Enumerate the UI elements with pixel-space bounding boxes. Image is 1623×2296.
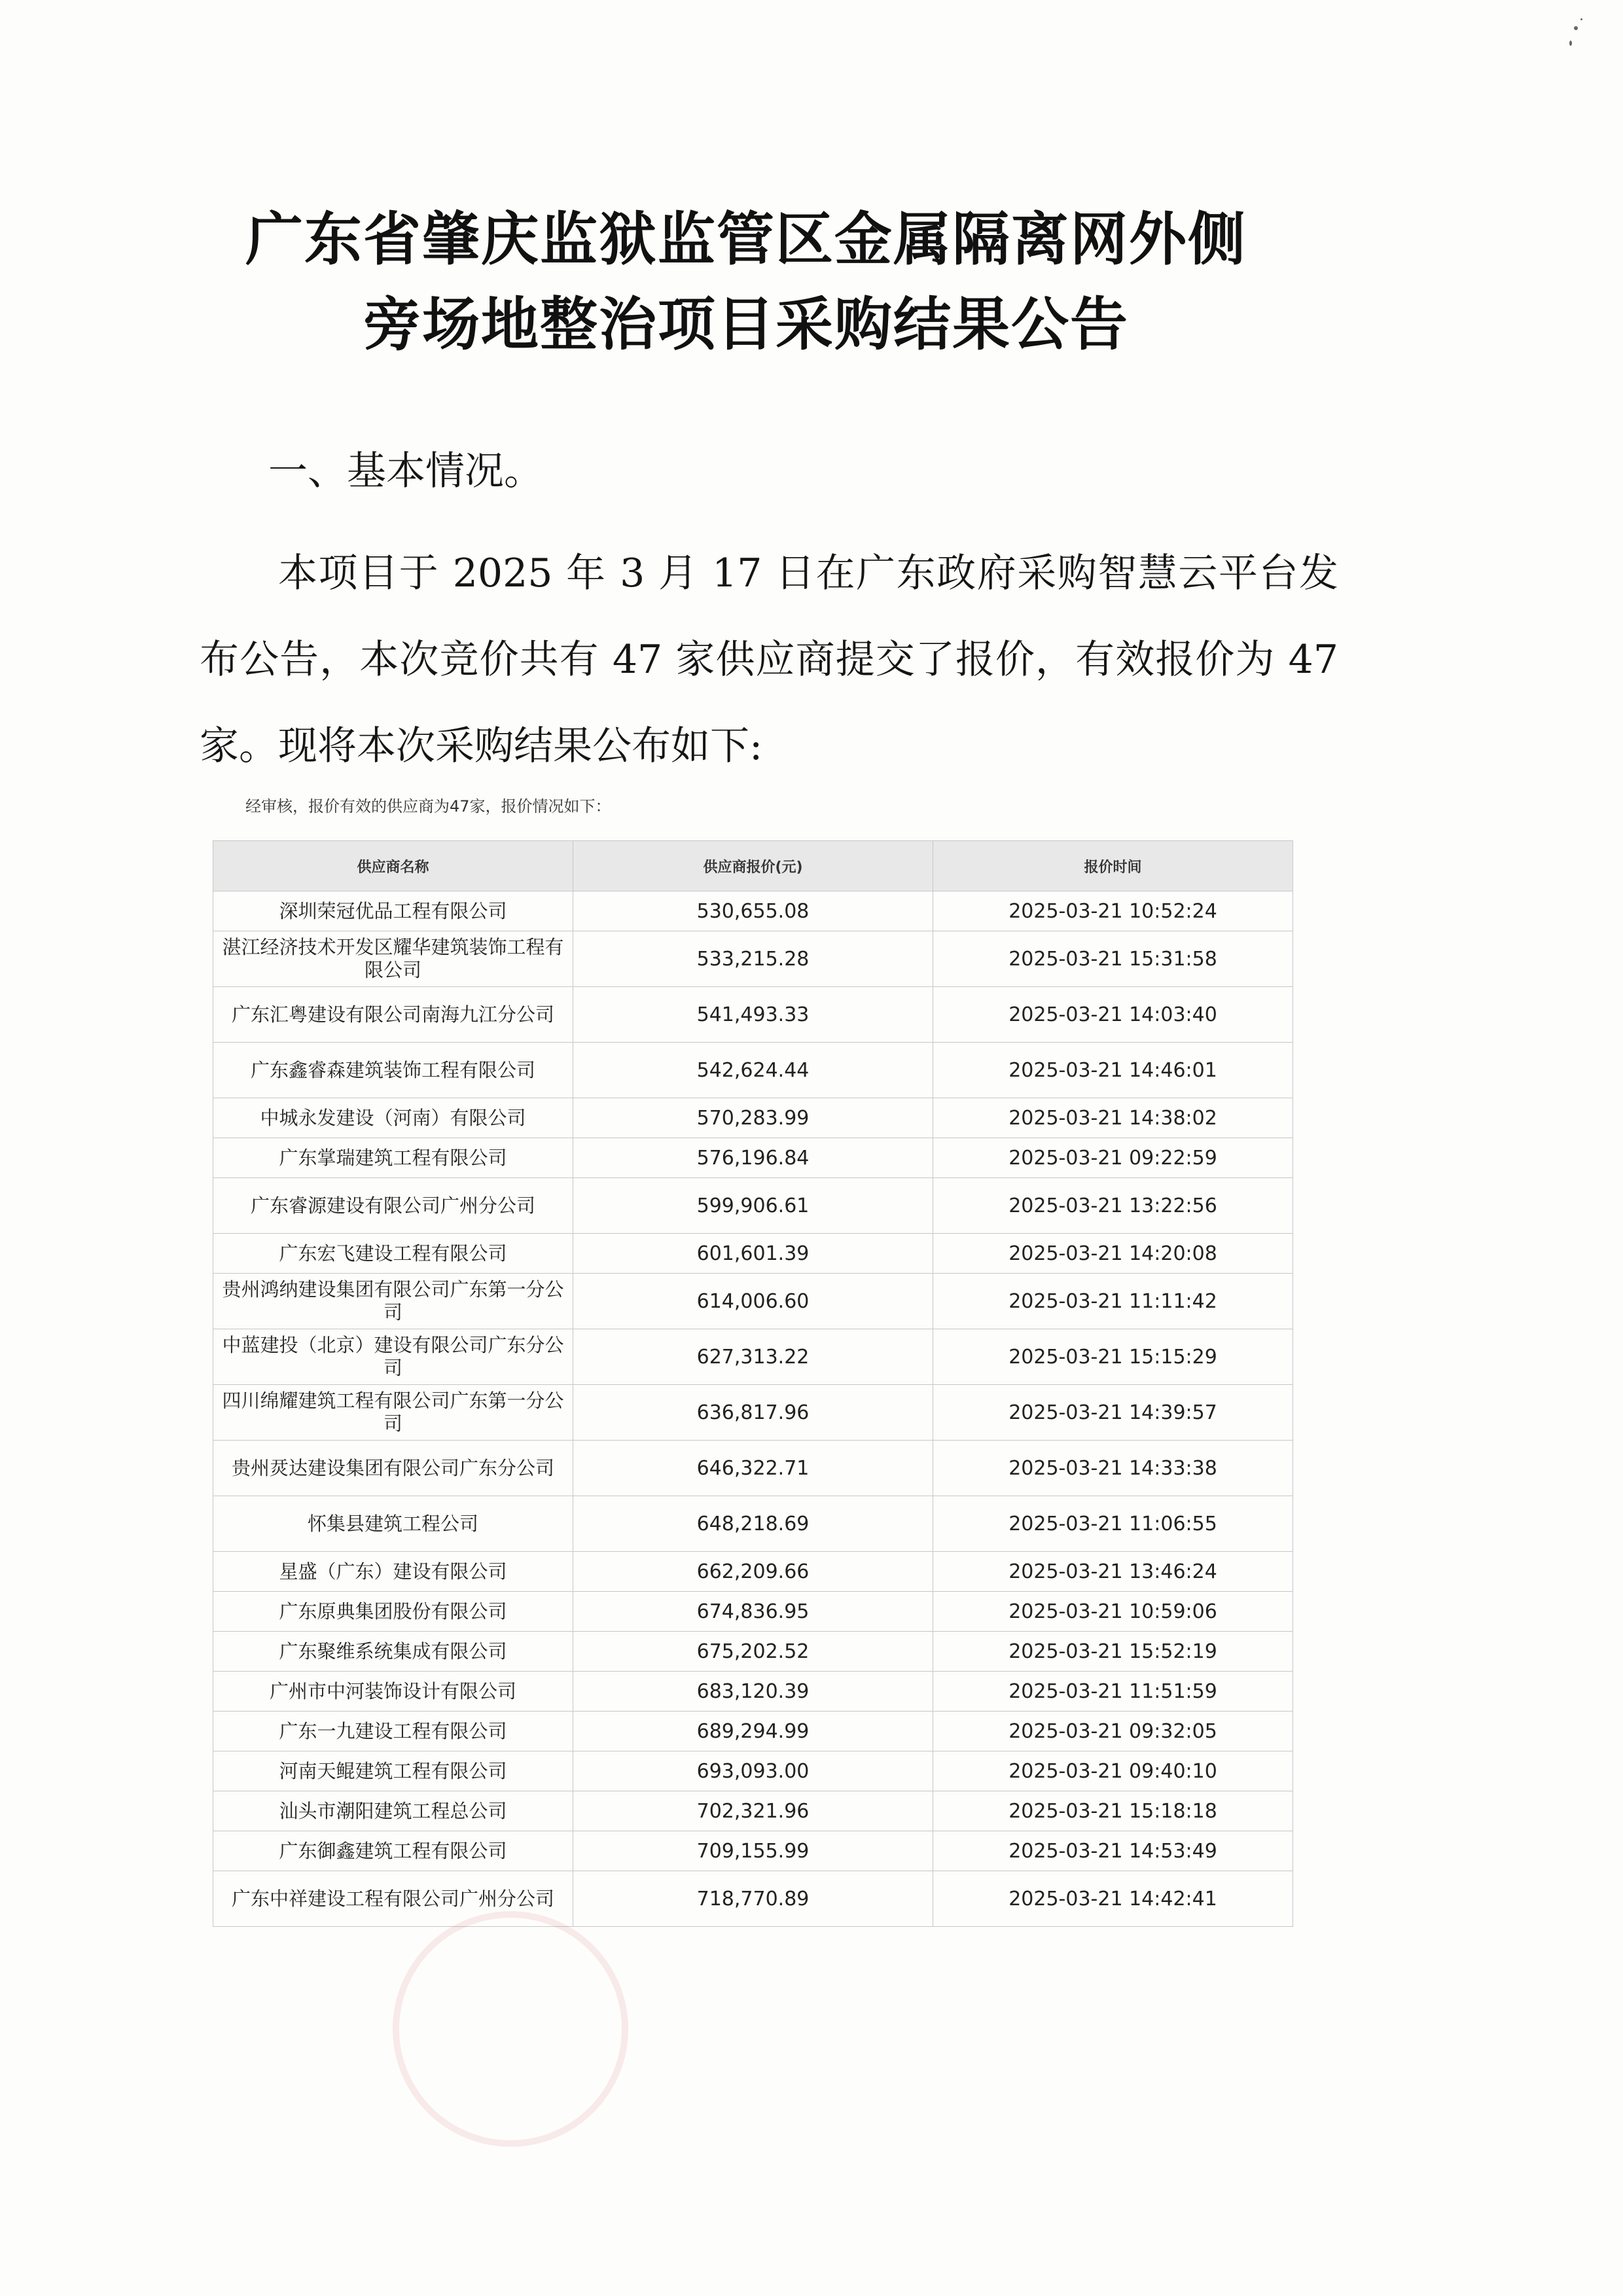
scan-speck	[1574, 26, 1578, 30]
title-line-1: 广东省肇庆监狱监管区金属隔离网外侧	[245, 205, 1247, 273]
bid-time-cell: 2025-03-21 14:42:41	[933, 1871, 1293, 1927]
table-row	[213, 931, 1293, 987]
supplier-name-cell: 湛江经济技术开发区耀华建筑装饰工程有限公司	[213, 931, 573, 987]
bid-time-cell: 2025-03-21 14:20:08	[933, 1234, 1293, 1274]
table-row	[213, 1441, 1293, 1496]
supplier-price-cell: 693,093.00	[573, 1751, 933, 1791]
bid-time-cell: 2025-03-21 14:39:57	[933, 1385, 1293, 1441]
supplier-name-cell: 汕头市潮阳建筑工程总公司	[213, 1791, 573, 1831]
supplier-price-cell: 702,321.96	[573, 1791, 933, 1831]
table-row	[213, 1712, 1293, 1751]
supplier-price-cell: 614,006.60	[573, 1274, 933, 1329]
supplier-price-cell: 599,906.61	[573, 1178, 933, 1234]
intro-paragraph: 本项目于 2025 年 3 月 17 日在广东政府采购智慧云平台发布公告，本次竞价共有 47 家供应商提交了报价，有效报价为 47 家。现将本次采购结果公布如下:	[200, 550, 1338, 769]
bid-time-cell: 2025-03-21 15:31:58	[933, 931, 1293, 987]
table-body	[213, 891, 1293, 1927]
supplier-name-cell: 四川绵耀建筑工程有限公司广东第一分公司	[213, 1385, 573, 1441]
supplier-name-cell: 广东原典集团股份有限公司	[213, 1592, 573, 1632]
table-row	[213, 1138, 1293, 1178]
supplier-name-cell: 广东一九建设工程有限公司	[213, 1712, 573, 1751]
supplier-name-cell: 广东鑫睿森建筑装饰工程有限公司	[213, 1043, 573, 1098]
bid-time-cell: 2025-03-21 15:15:29	[933, 1329, 1293, 1385]
supplier-name-cell: 河南天鲲建筑工程有限公司	[213, 1751, 573, 1791]
bid-time-cell: 2025-03-21 13:46:24	[933, 1552, 1293, 1592]
scan-speck	[1580, 18, 1582, 20]
table-row	[213, 1274, 1293, 1329]
supplier-price-cell: 533,215.28	[573, 931, 933, 987]
header-supplier-price: 供应商报价(元)	[573, 841, 933, 891]
bid-results-table	[213, 840, 1293, 1927]
table-row	[213, 1552, 1293, 1592]
bid-time-cell: 2025-03-21 09:32:05	[933, 1712, 1293, 1751]
bid-time-cell: 2025-03-21 14:46:01	[933, 1043, 1293, 1098]
bid-time-cell: 2025-03-21 11:51:59	[933, 1672, 1293, 1712]
supplier-price-cell: 675,202.52	[573, 1632, 933, 1672]
supplier-price-cell: 709,155.99	[573, 1831, 933, 1871]
supplier-price-cell: 646,322.71	[573, 1441, 933, 1496]
title-line-2: 旁场地整治项目采购结果公告	[363, 290, 1129, 358]
section-heading: 一、基本情况。	[268, 448, 543, 494]
table-note: 经审核，报价有效的供应商为47家，报价情况如下：	[245, 797, 611, 816]
supplier-name-cell: 广东御鑫建筑工程有限公司	[213, 1831, 573, 1871]
supplier-price-cell: 530,655.08	[573, 891, 933, 931]
supplier-name-cell: 广东汇粤建设有限公司南海九江分公司	[213, 987, 573, 1043]
supplier-name-cell: 深圳荣冠优品工程有限公司	[213, 891, 573, 931]
supplier-price-cell: 674,836.95	[573, 1592, 933, 1632]
bid-time-cell: 2025-03-21 14:38:02	[933, 1098, 1293, 1138]
bid-time-cell: 2025-03-21 14:03:40	[933, 987, 1293, 1043]
supplier-price-cell: 689,294.99	[573, 1712, 933, 1751]
table-row	[213, 1043, 1293, 1098]
supplier-name-cell: 怀集县建筑工程公司	[213, 1496, 573, 1552]
supplier-name-cell: 星盛（广东）建设有限公司	[213, 1552, 573, 1592]
table-row	[213, 1178, 1293, 1234]
supplier-name-cell: 广东掌瑞建筑工程有限公司	[213, 1138, 573, 1178]
bid-time-cell: 2025-03-21 14:33:38	[933, 1441, 1293, 1496]
supplier-price-cell: 576,196.84	[573, 1138, 933, 1178]
table-header-row	[213, 841, 1293, 891]
table-row	[213, 1871, 1293, 1927]
supplier-price-cell: 542,624.44	[573, 1043, 933, 1098]
table-row	[213, 1329, 1293, 1385]
supplier-price-cell: 601,601.39	[573, 1234, 933, 1274]
table-row	[213, 1791, 1293, 1831]
table-row	[213, 1385, 1293, 1441]
table-row	[213, 1672, 1293, 1712]
supplier-price-cell: 570,283.99	[573, 1098, 933, 1138]
bid-time-cell: 2025-03-21 10:59:06	[933, 1592, 1293, 1632]
supplier-price-cell: 648,218.69	[573, 1496, 933, 1552]
bid-time-cell: 2025-03-21 11:06:55	[933, 1496, 1293, 1552]
table-row	[213, 1632, 1293, 1672]
bid-time-cell: 2025-03-21 09:40:10	[933, 1751, 1293, 1791]
supplier-name-cell: 贵州鸿纳建设集团有限公司广东第一分公司	[213, 1274, 573, 1329]
supplier-price-cell: 636,817.96	[573, 1385, 933, 1441]
scan-speck	[1569, 41, 1572, 46]
table-row	[213, 1592, 1293, 1632]
supplier-price-cell: 662,209.66	[573, 1552, 933, 1592]
table-row	[213, 1234, 1293, 1274]
bid-time-cell: 2025-03-21 15:52:19	[933, 1632, 1293, 1672]
table-row	[213, 1831, 1293, 1871]
bid-time-cell: 2025-03-21 11:11:42	[933, 1274, 1293, 1329]
supplier-name-cell: 广州市中河装饰设计有限公司	[213, 1672, 573, 1712]
supplier-price-cell: 683,120.39	[573, 1672, 933, 1712]
supplier-name-cell: 中城永发建设（河南）有限公司	[213, 1098, 573, 1138]
supplier-name-cell: 广东宏飞建设工程有限公司	[213, 1234, 573, 1274]
supplier-name-cell: 贵州烎达建设集团有限公司广东分公司	[213, 1441, 573, 1496]
official-seal-faint	[393, 1911, 628, 2147]
supplier-name-cell: 广东中祥建设工程有限公司广州分公司	[213, 1871, 573, 1927]
bid-time-cell: 2025-03-21 09:22:59	[933, 1138, 1293, 1178]
table-row	[213, 1751, 1293, 1791]
supplier-name-cell: 中蓝建投（北京）建设有限公司广东分公司	[213, 1329, 573, 1385]
supplier-price-cell: 541,493.33	[573, 987, 933, 1043]
bid-time-cell: 2025-03-21 14:53:49	[933, 1831, 1293, 1871]
table-row	[213, 891, 1293, 931]
table-row	[213, 1496, 1293, 1552]
header-supplier-name: 供应商名称	[213, 841, 573, 891]
supplier-name-cell: 广东聚维系统集成有限公司	[213, 1632, 573, 1672]
table-row	[213, 987, 1293, 1043]
table-row	[213, 1098, 1293, 1138]
bid-time-cell: 2025-03-21 10:52:24	[933, 891, 1293, 931]
bid-time-cell: 2025-03-21 13:22:56	[933, 1178, 1293, 1234]
supplier-price-cell: 718,770.89	[573, 1871, 933, 1927]
bid-time-cell: 2025-03-21 15:18:18	[933, 1791, 1293, 1831]
supplier-name-cell: 广东睿源建设有限公司广州分公司	[213, 1178, 573, 1234]
supplier-price-cell: 627,313.22	[573, 1329, 933, 1385]
header-bid-time: 报价时间	[933, 841, 1293, 891]
page-title	[196, 196, 1296, 367]
